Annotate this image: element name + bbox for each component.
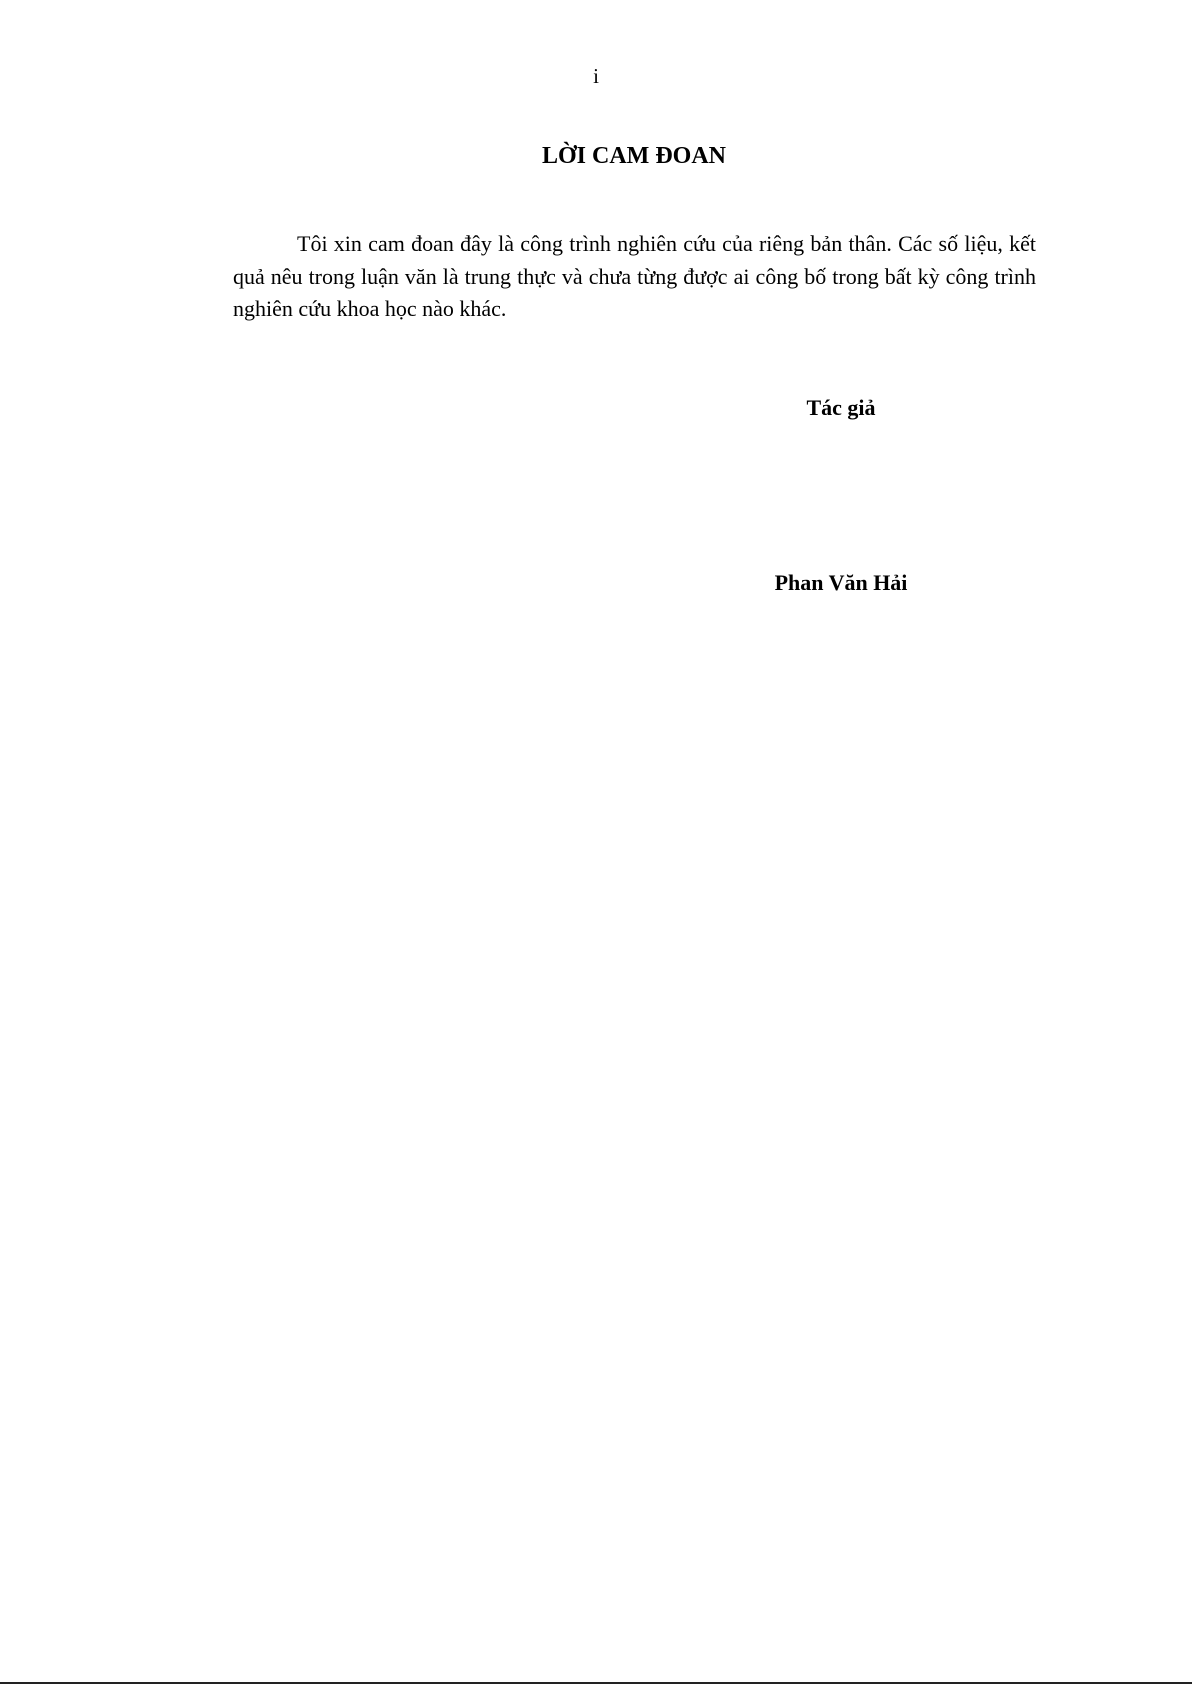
page-number: i [593,64,599,88]
author-role-label: Tác giả [806,395,876,420]
page-bottom-edge [0,1682,1192,1684]
declaration-paragraph: Tôi xin cam đoan đây là công trình nghiên cứu của riêng bản thân. Các số liệu, kết quả nêu trong luận văn là trung thực và chưa từng được ai công bố trong bất kỳ công trình nghiên cứu khoa học nào khác. [233,231,1036,321]
author-name: Phan Văn Hải [774,570,908,595]
page-title: LỜI CAM ĐOAN [542,143,726,169]
